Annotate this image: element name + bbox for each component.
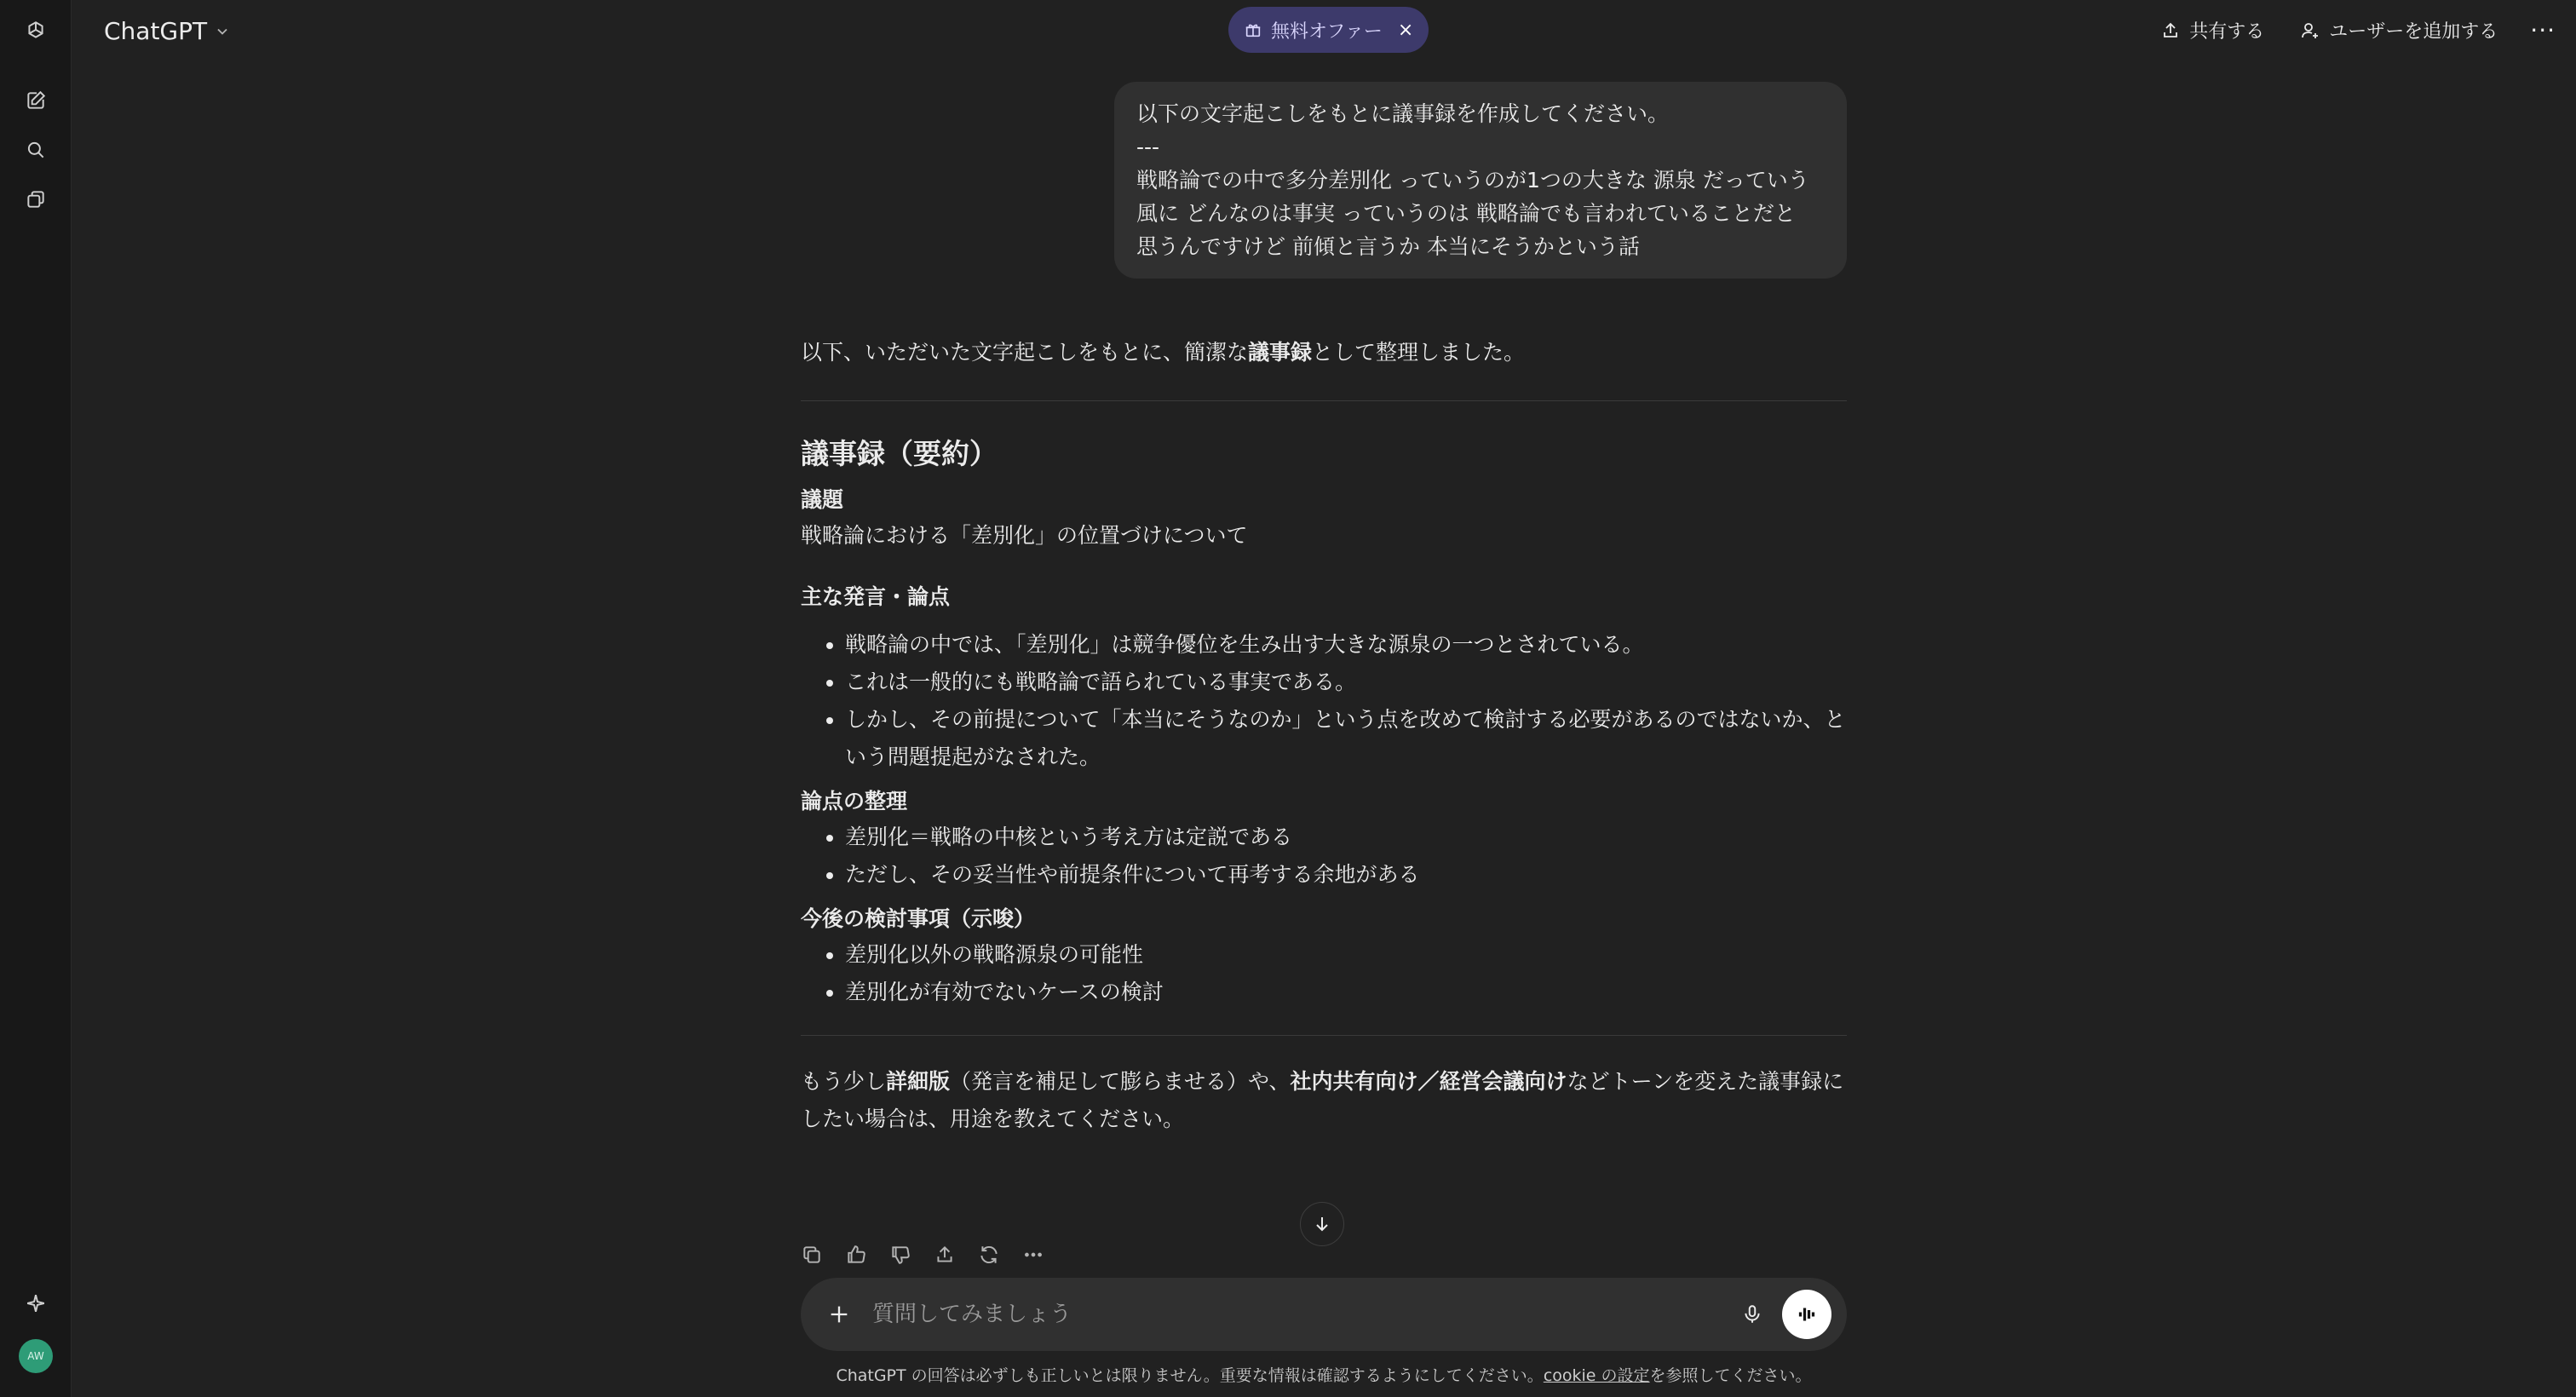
topic-heading: 議題 [801, 487, 844, 512]
gift-icon [1244, 20, 1262, 39]
points-list [801, 626, 1847, 776]
copy-button[interactable] [797, 1240, 826, 1269]
composer [801, 1278, 1847, 1351]
user-message-line: 以下の文字起こしをもとに議事録を作成してください。 [1136, 101, 1670, 126]
bad-response-button[interactable] [886, 1240, 915, 1269]
list-item: • 差別化が有効でないケースの検討 [845, 974, 1847, 1011]
user-message-line: --- [1136, 135, 1160, 159]
divider [801, 1035, 1847, 1036]
openai-logo-icon[interactable] [19, 14, 53, 48]
share-button[interactable] [2157, 12, 2268, 49]
plus-icon [827, 1302, 851, 1326]
top-header [72, 0, 2576, 60]
share-message-button[interactable] [930, 1240, 959, 1269]
share-icon [2160, 20, 2181, 41]
user-message [1114, 82, 1847, 279]
model-name: ChatGPT [104, 17, 208, 45]
thumbs-up-icon [845, 1244, 867, 1266]
new-chat-icon[interactable] [19, 83, 53, 118]
attach-button[interactable] [825, 1300, 854, 1329]
add-user-button[interactable] [2297, 12, 2501, 49]
assistant-closing: もう少し詳細版（発言を補足して膨らませる）や、社内共有向け／経営会議向けなどトーンを変えた議事録にしたい場合は、用途を教えてください。 [801, 1069, 1844, 1131]
list-item: • 差別化以外の戦略源泉の可能性 [845, 936, 1847, 974]
scroll-to-bottom-button[interactable] [1300, 1202, 1344, 1246]
disclaimer: ChatGPT の回答は必ずしも正しいとは限りません。重要な情報は確認するようにしてください。cookie の設定を参照してください。 [836, 1366, 1812, 1385]
search-icon[interactable] [19, 133, 53, 167]
user-message-line: 戦略論での中で多分差別化 っていうのが1つの大きな 源泉 だっていう [1136, 168, 1809, 193]
future-list [801, 936, 1847, 1011]
arrow-down-icon [1312, 1214, 1332, 1234]
sidebar-rail [0, 0, 72, 1397]
library-icon[interactable] [19, 182, 53, 216]
add-user-icon [2300, 20, 2320, 41]
assistant-message [801, 334, 1847, 1138]
points-heading: 主な発言・論点 [801, 584, 951, 609]
user-message-line: 思うんですけど 前傾と言うか 本当にそうかという話 [1136, 234, 1640, 259]
thumbs-down-icon [889, 1244, 911, 1266]
ellipsis-icon [1022, 1244, 1044, 1266]
microphone-icon [1741, 1303, 1763, 1325]
minutes-title: 議事録（要約） [801, 437, 998, 470]
list-item: • ただし、その妥当性や前提条件について再考する余地がある [845, 856, 1847, 894]
topic-text: 戦略論における「差別化」の位置づけについて [801, 523, 1248, 548]
regenerate-button[interactable] [975, 1240, 1003, 1269]
more-actions-button[interactable] [1019, 1240, 1048, 1269]
dictate-button[interactable] [1738, 1300, 1767, 1329]
list-item: • 戦略論の中では、「差別化」は競争優位を生み出す大きな源泉の一つとされている。 [845, 626, 1847, 664]
more-options-button[interactable]: ··· [2530, 16, 2556, 44]
voice-wave-icon [1794, 1302, 1820, 1327]
copy-icon [801, 1244, 823, 1266]
assistant-intro: 以下、いただいた文字起こしをもとに、簡潔な議事録として整理しました。 [801, 340, 1526, 365]
share-icon [934, 1244, 956, 1266]
list-item: • これは一般的にも戦略論で語られている事実である。 [845, 664, 1847, 701]
future-heading: 今後の検討事項（示唆） [801, 906, 1036, 931]
model-selector[interactable] [95, 12, 239, 50]
sparkle-icon[interactable] [19, 1286, 53, 1320]
organization-heading: 論点の整理 [801, 789, 908, 813]
refresh-icon [978, 1244, 1000, 1266]
avatar[interactable]: AW [19, 1339, 53, 1373]
list-item: • 差別化＝戦略の中核という考え方は定説である [845, 819, 1847, 856]
share-label: 共有する [2189, 21, 2265, 43]
cookie-settings-link[interactable]: cookie の設定 [1543, 1366, 1650, 1385]
user-message-line: 風に どんなのは事実 っていうのは 戦略論でも言われていることだと [1136, 201, 1796, 226]
offer-label: 無料オファー [1271, 20, 1383, 43]
voice-mode-button[interactable] [1782, 1290, 1831, 1339]
divider [801, 400, 1847, 401]
free-offer-pill[interactable] [1228, 7, 1429, 53]
organization-list [801, 819, 1847, 894]
prompt-input[interactable] [871, 1295, 1654, 1334]
chevron-down-icon [214, 23, 231, 40]
close-offer-button[interactable]: × [1397, 19, 1414, 41]
good-response-button[interactable] [842, 1240, 871, 1269]
message-actions [797, 1240, 1048, 1269]
list-item: • しかし、その前提について「本当にそうなのか」という点を改めて検討する必要があるのではないか、という問題提起がなされた。 [845, 701, 1847, 776]
add-user-label: ユーザーを追加する [2329, 21, 2498, 43]
